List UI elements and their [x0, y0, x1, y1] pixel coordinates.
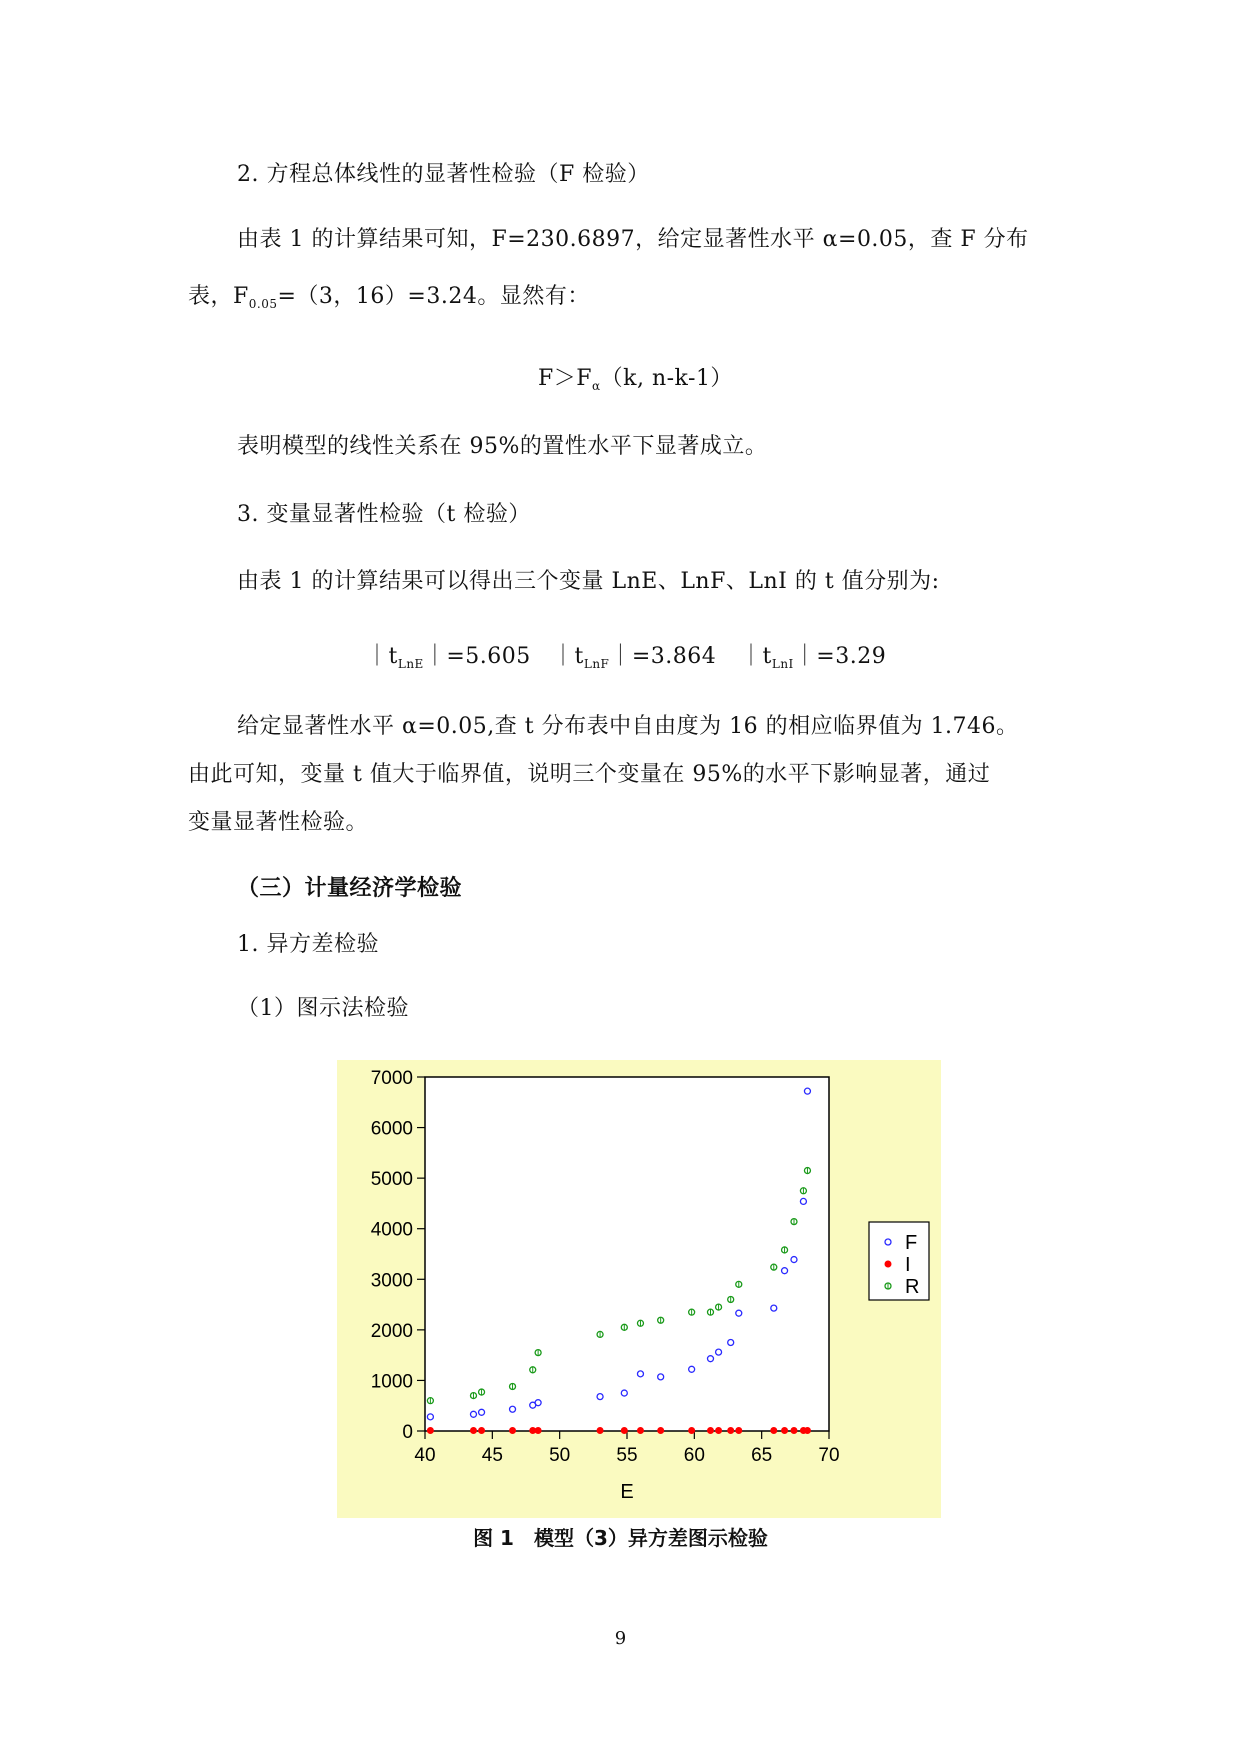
- page-number: 9: [614, 1628, 627, 1649]
- x-tick-label: 55: [616, 1445, 638, 1466]
- y-axis: [371, 1068, 425, 1443]
- paragraph-t-line2: 由此可知，变量 t 值大于临界值，说明三个变量在 95%的水平下影响显著，通过: [188, 762, 991, 787]
- heading-graphical-test: （1）图示法检验: [237, 996, 409, 1021]
- t3-text-a: ｜t: [740, 644, 772, 669]
- y-tick-label: 3000: [370, 1270, 413, 1292]
- t1-subscript: LnE: [397, 657, 424, 671]
- point-i: [716, 1427, 722, 1433]
- y-tick-label: 2000: [370, 1320, 413, 1342]
- y-tick-label: 0: [402, 1422, 413, 1443]
- legend-label-f: F: [905, 1232, 918, 1254]
- point-i: [470, 1427, 476, 1433]
- x-axis-label: E: [620, 1481, 634, 1503]
- heading-t-test: 3. 变量显著性检验（t 检验）: [237, 502, 531, 527]
- point-i: [707, 1427, 713, 1433]
- formula-subscript: α: [592, 379, 601, 393]
- t2-subscript: LnF: [583, 657, 610, 671]
- paragraph-t-line1: 给定显著性水平 α=0.05,查 t 分布表中自由度为 16 的相应临界值为 1.746。: [237, 714, 1019, 739]
- point-i: [427, 1427, 433, 1433]
- x-tick-label: 60: [683, 1445, 705, 1466]
- point-i: [791, 1427, 797, 1433]
- legend-label-i: I: [905, 1254, 911, 1276]
- t1-text-b: ｜=5.605: [423, 644, 531, 669]
- x-tick-label: 40: [414, 1445, 436, 1466]
- point-i: [621, 1427, 627, 1433]
- figure-caption: 图 1 模型（3）异方差图示检验: [473, 1526, 768, 1550]
- heading-heteroskedasticity: 1. 异方差检验: [237, 932, 379, 957]
- point-i: [510, 1427, 516, 1433]
- t-value-lnf: [552, 642, 716, 679]
- formula-text-b: （k, n-k-1）: [600, 366, 733, 391]
- point-i: [736, 1427, 742, 1433]
- f-line2-subscript: 0.05: [248, 297, 278, 311]
- f-line2-text-b: =（3，16）=3.24。显然有：: [277, 284, 590, 309]
- point-i: [782, 1427, 788, 1433]
- figure-background: [337, 1060, 941, 1518]
- point-i: [728, 1427, 734, 1433]
- y-tick-label: 1000: [370, 1371, 413, 1393]
- y-tick-label: 7000: [370, 1068, 413, 1089]
- point-i: [689, 1427, 695, 1433]
- x-axis: [414, 1431, 839, 1466]
- x-tick-label: 45: [481, 1445, 503, 1466]
- x-tick-label: 65: [751, 1445, 773, 1466]
- t3-subscript: LnI: [771, 657, 794, 671]
- point-i: [597, 1427, 603, 1433]
- x-tick-label: 50: [549, 1445, 571, 1466]
- y-tick-label: 5000: [370, 1169, 413, 1191]
- x-tick-label: 70: [818, 1445, 840, 1466]
- scatter-chart: [337, 1060, 941, 1518]
- legend-marker-i: [885, 1261, 891, 1267]
- point-i: [658, 1427, 664, 1433]
- point-i: [479, 1427, 485, 1433]
- paragraph-f-line1: 由表 1 的计算结果可知，F=230.6897，给定显著性水平 α=0.05，查 F 分布: [237, 227, 1029, 252]
- legend-box: [869, 1222, 929, 1300]
- plot-area: [425, 1077, 829, 1431]
- f-line2-text-a: 表，F: [188, 284, 249, 309]
- point-i: [637, 1427, 643, 1433]
- point-i: [804, 1427, 810, 1433]
- t2-text-a: ｜t: [552, 644, 584, 669]
- point-i: [771, 1427, 777, 1433]
- t2-text-b: ｜=3.864: [609, 644, 717, 669]
- heading-section-3: （三）计量经济学检验: [237, 876, 463, 901]
- heading-f-test: 2. 方程总体线性的显著性检验（F 检验）: [237, 162, 650, 187]
- formula-f-compare: [538, 364, 733, 401]
- paragraph-f-conclusion: 表明模型的线性关系在 95%的置性水平下显著成立。: [237, 434, 768, 459]
- paragraph-f-line2: [188, 282, 590, 319]
- legend: [869, 1222, 929, 1300]
- point-i: [535, 1427, 541, 1433]
- paragraph-t-intro: 由表 1 的计算结果可以得出三个变量 LnE、LnF、LnI 的 t 值分别为:: [237, 569, 940, 594]
- t1-text-a: ｜t: [366, 644, 398, 669]
- t-value-lne: [366, 642, 531, 679]
- y-tick-label: 4000: [370, 1219, 413, 1241]
- t3-text-b: ｜=3.29: [793, 644, 887, 669]
- y-tick-label: 6000: [370, 1118, 413, 1140]
- formula-text-a: F＞F: [538, 366, 593, 391]
- legend-label-r: R: [905, 1276, 920, 1298]
- paragraph-t-line3: 变量显著性检验。: [188, 810, 369, 835]
- t-value-lni: [740, 642, 886, 679]
